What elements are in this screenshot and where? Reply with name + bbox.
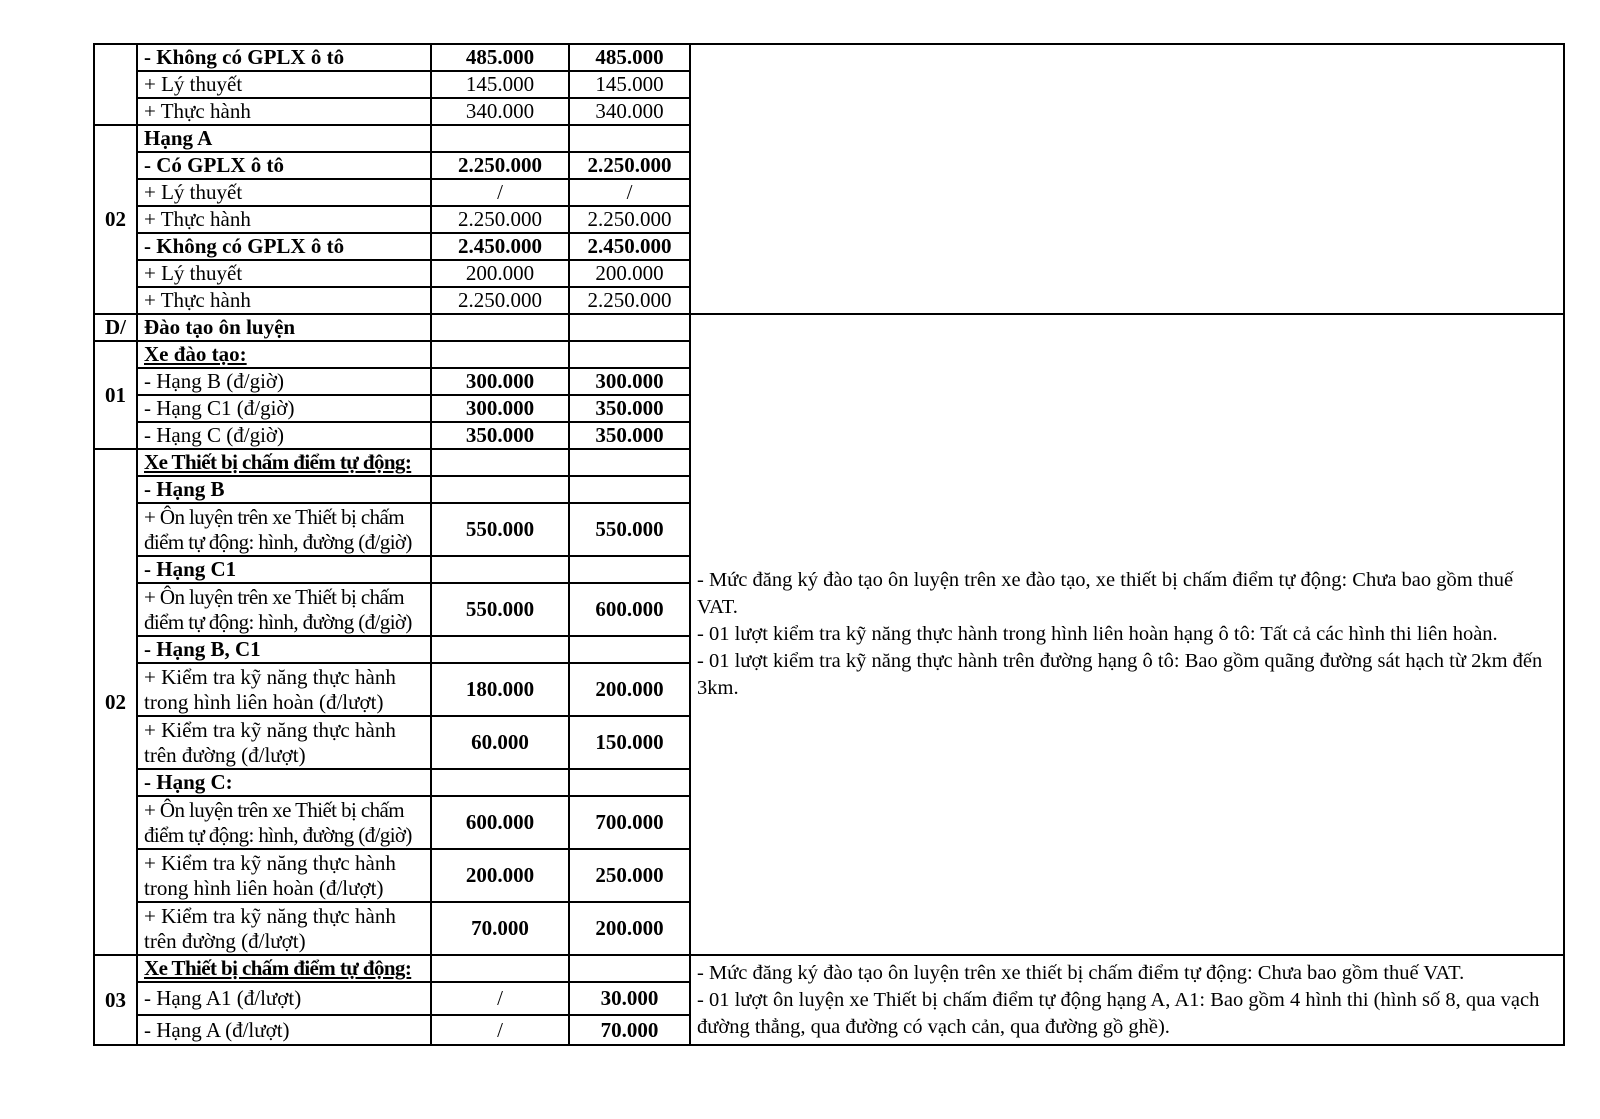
value-2: 200.000 [569,902,690,955]
value-1: 60.000 [431,716,569,769]
row-content: + Thực hành [137,98,431,125]
value-1: 350.000 [431,422,569,449]
value-2 [569,636,690,663]
value-2 [569,314,690,341]
row-content: - Hạng C (đ/giờ) [137,422,431,449]
note-line: - 01 lượt kiểm tra kỹ năng thực hành trong hình liên hoàn hạng ô tô: Tất cả các hình thi liên hoàn. [697,623,1498,645]
value-2: 350.000 [569,395,690,422]
row-content: + Kiểm tra kỹ năng thực hành trong hình liên hoàn (đ/lượt) [137,849,431,902]
row-number [94,44,137,125]
value-1 [431,636,569,663]
value-1 [431,449,569,476]
row-number: 03 [94,955,137,1045]
value-1: 485.000 [431,44,569,71]
note-line: - 01 lượt ôn luyện xe Thiết bị chấm điểm tự động hạng A, A1: Bao gồm 4 hình thi (hình số 8, qua vạch đường thẳng, qua đường có vạch cản, qua đường gồ ghề). [697,988,1540,1038]
row-content: - Hạng A (đ/lượt) [137,1015,431,1045]
value-1 [431,476,569,503]
value-2 [569,955,690,982]
value-2: 700.000 [569,796,690,849]
row-number: D/ [94,314,137,341]
value-2: / [569,179,690,206]
value-2 [569,449,690,476]
table-row [94,955,1564,982]
value-1: 2.250.000 [431,206,569,233]
row-number: 01 [94,341,137,449]
row-content: - Không có GPLX ô tô [137,233,431,260]
fee-table [93,43,1565,1046]
value-2 [569,769,690,796]
table-row [94,44,1564,71]
value-1 [431,314,569,341]
table-row [94,314,1564,341]
value-1 [431,125,569,152]
value-2 [569,125,690,152]
value-2: 485.000 [569,44,690,71]
value-2: 2.250.000 [569,287,690,314]
value-1: 550.000 [431,583,569,636]
row-content: - Có GPLX ô tô [137,152,431,179]
value-2: 150.000 [569,716,690,769]
value-2: 250.000 [569,849,690,902]
value-1: 300.000 [431,395,569,422]
value-2: 2.250.000 [569,152,690,179]
row-content: + Ôn luyện trên xe Thiết bị chấm điểm tự động: hình, đường (đ/giờ) [137,503,431,556]
row-content: - Hạng B (đ/giờ) [137,368,431,395]
value-1: 200.000 [431,260,569,287]
value-1: 70.000 [431,902,569,955]
value-1: 180.000 [431,663,569,716]
value-2: 2.250.000 [569,206,690,233]
row-content: - Hạng B [137,476,431,503]
value-1: 2.250.000 [431,152,569,179]
row-content: - Hạng A1 (đ/lượt) [137,982,431,1015]
row-number: 02 [94,125,137,314]
value-1: 200.000 [431,849,569,902]
value-2: 70.000 [569,1015,690,1045]
row-content: - Hạng B, C1 [137,636,431,663]
note-cell-training [690,314,1564,955]
note-line: - 01 lượt kiểm tra kỹ năng thực hành trên đường hạng ô tô: Bao gồm quãng đường sát hạch từ 2km đến 3km. [697,650,1543,699]
row-content: + Ôn luyện trên xe Thiết bị chấm điểm tự động: hình, đường (đ/giờ) [137,583,431,636]
row-content: + Lý thuyết [137,260,431,287]
section-title: Đào tạo ôn luyện [137,314,431,341]
row-number: 02 [94,449,137,955]
value-2: 30.000 [569,982,690,1015]
value-2: 2.450.000 [569,233,690,260]
value-1: 600.000 [431,796,569,849]
row-content: Xe đào tạo: [137,341,431,368]
row-content: + Kiểm tra kỹ năng thực hành trên đường (đ/lượt) [137,902,431,955]
value-2: 600.000 [569,583,690,636]
row-content: + Lý thuyết [137,179,431,206]
row-content: Xe Thiết bị chấm điểm tự động: [137,449,431,476]
value-2: 550.000 [569,503,690,556]
value-1 [431,955,569,982]
value-1 [431,556,569,583]
value-2: 300.000 [569,368,690,395]
value-1 [431,341,569,368]
value-2: 200.000 [569,663,690,716]
value-2: 145.000 [569,71,690,98]
row-content: + Thực hành [137,287,431,314]
value-1: / [431,1015,569,1045]
value-1: / [431,179,569,206]
value-1: 145.000 [431,71,569,98]
row-content: + Ôn luyện trên xe Thiết bị chấm điểm tự động: hình, đường (đ/giờ) [137,796,431,849]
value-1: 2.450.000 [431,233,569,260]
row-content: - Hạng C: [137,769,431,796]
value-1 [431,769,569,796]
note-line: - Mức đăng ký đào tạo ôn luyện trên xe thiết bị chấm điểm tự động: Chưa bao gồm thuế VAT. [697,961,1465,984]
value-1: / [431,982,569,1015]
value-2 [569,476,690,503]
value-2 [569,556,690,583]
row-content: + Lý thuyết [137,71,431,98]
row-content: Xe Thiết bị chấm điểm tự động: [137,955,431,982]
row-content: + Kiểm tra kỹ năng thực hành trên đường (đ/lượt) [137,716,431,769]
row-content: - Hạng C1 [137,556,431,583]
row-content: + Kiểm tra kỹ năng thực hành trong hình liên hoàn (đ/lượt) [137,663,431,716]
value-2 [569,341,690,368]
value-2: 340.000 [569,98,690,125]
value-1: 300.000 [431,368,569,395]
value-2: 350.000 [569,422,690,449]
row-content: - Không có GPLX ô tô [137,44,431,71]
row-content: - Hạng C1 (đ/giờ) [137,395,431,422]
value-2: 200.000 [569,260,690,287]
note-line: - Mức đăng ký đào tạo ôn luyện trên xe đào tạo, xe thiết bị chấm điểm tự động: Chưa bao gồm thuế VAT. [697,569,1514,618]
row-content: + Thực hành [137,206,431,233]
note-cell-a-a1 [690,955,1564,1045]
value-1: 340.000 [431,98,569,125]
row-content: Hạng A [137,125,431,152]
note-cell-empty [690,44,1564,314]
value-1: 2.250.000 [431,287,569,314]
value-1: 550.000 [431,503,569,556]
